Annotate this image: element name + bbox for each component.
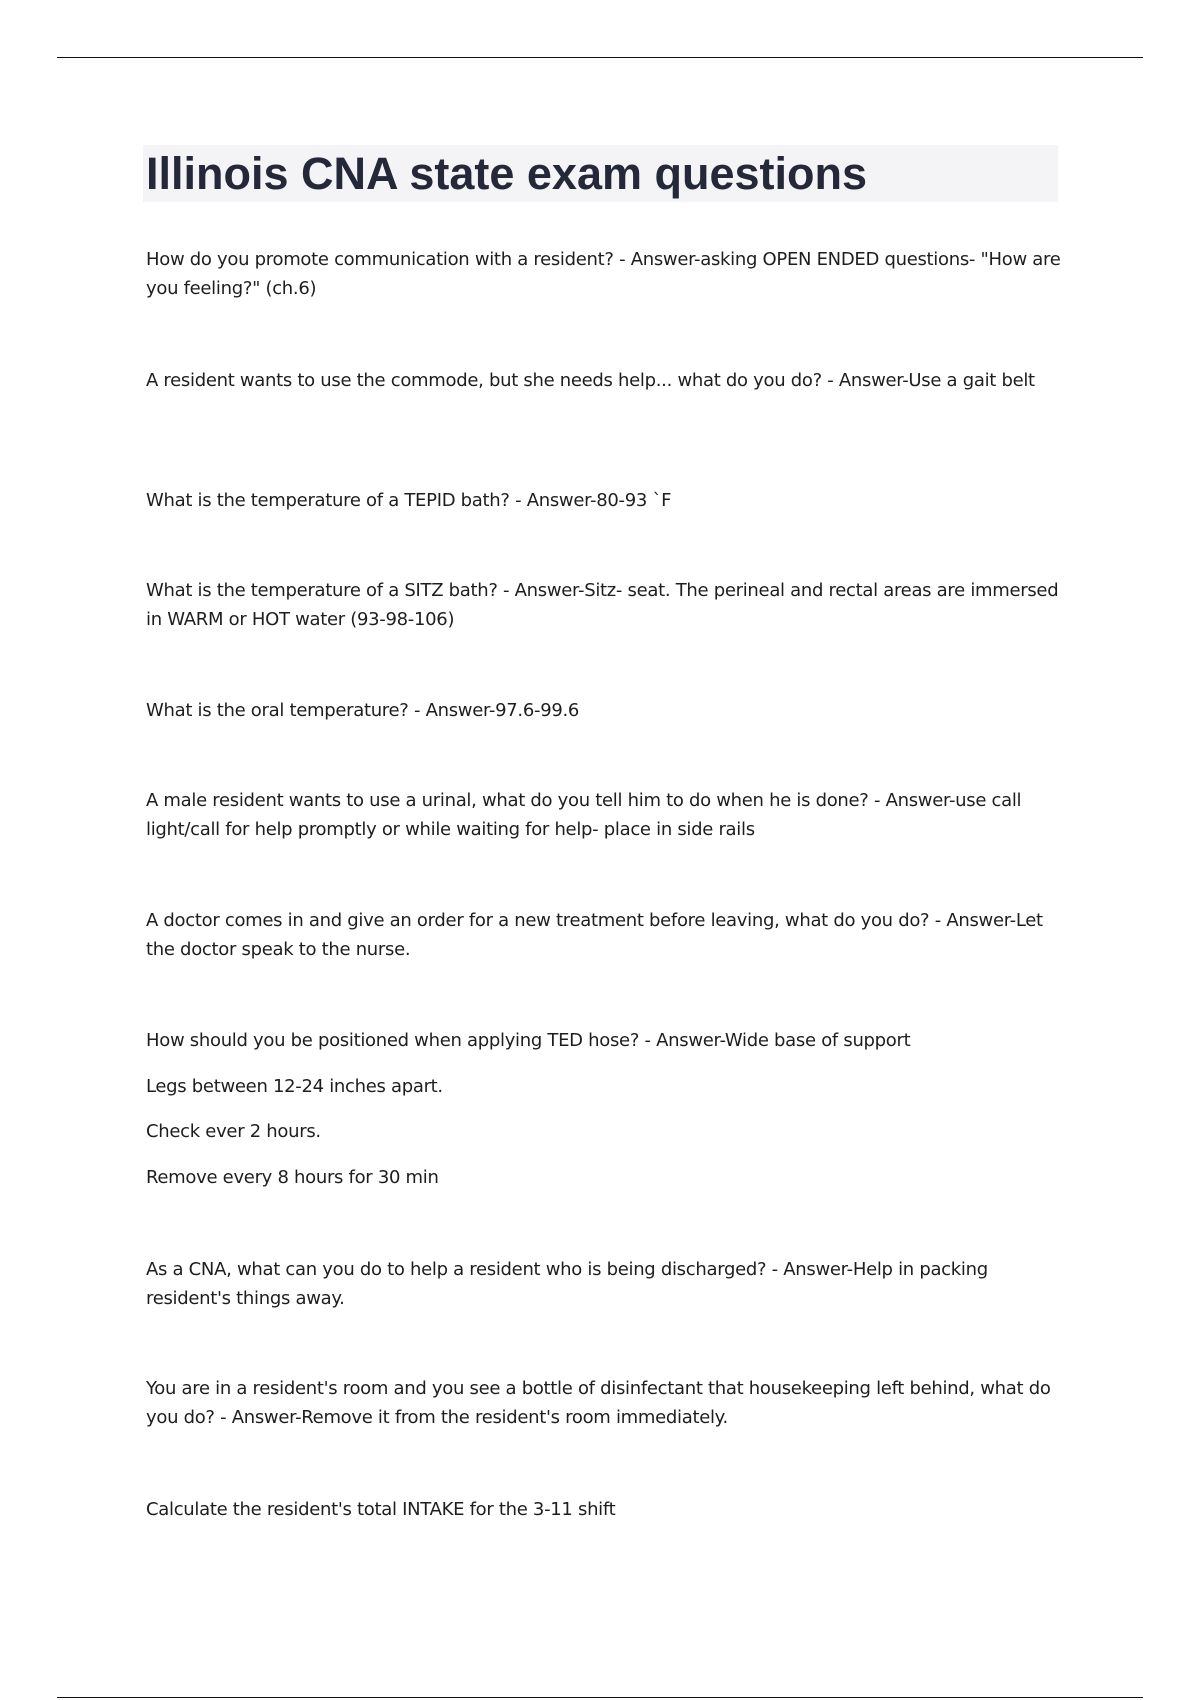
qa-paragraph: What is the temperature of a SITZ bath? - Answer-Sitz- seat. The perineal and rectal areas are immersed in WARM or HOT water (93-98-106) xyxy=(146,580,1059,630)
page-bottom-rule xyxy=(57,1697,1143,1698)
qa-paragraph: Legs between 12-24 inches apart. xyxy=(146,1076,443,1097)
qa-paragraph: A resident wants to use the commode, but she needs help... what do you do? - Answer-Use a gait belt xyxy=(146,370,1035,391)
qa-paragraph: A male resident wants to use a urinal, what do you tell him to do when he is done? - Answer-use call light/call for help promptly or while waiting for help- place in side rails xyxy=(146,790,1022,840)
qa-paragraph: How do you promote communication with a resident? - Answer-asking OPEN ENDED questions- "How are you feeling?" (ch.6) xyxy=(146,249,1061,299)
qa-paragraph: Check ever 2 hours. xyxy=(146,1121,321,1142)
page-top-rule xyxy=(57,57,1143,58)
qa-paragraph: What is the temperature of a TEPID bath? - Answer-80-93 `F xyxy=(146,490,672,511)
qa-paragraph: As a CNA, what can you do to help a resident who is being discharged? - Answer-Help in packing resident's things away. xyxy=(146,1259,988,1309)
qa-paragraph: How should you be positioned when applying TED hose? - Answer-Wide base of support xyxy=(146,1030,911,1051)
qa-paragraph: You are in a resident's room and you see a bottle of disinfectant that housekeeping left behind, what do you do? - Answer-Remove it from the resident's room immediately. xyxy=(146,1378,1051,1428)
qa-paragraph: Calculate the resident's total INTAKE for the 3-11 shift xyxy=(146,1499,616,1520)
qa-paragraph: What is the oral temperature? - Answer-97.6-99.6 xyxy=(146,700,580,721)
document-title: Illinois CNA state exam questions xyxy=(146,148,868,199)
qa-paragraph: A doctor comes in and give an order for a new treatment before leaving, what do you do? - Answer-Let the doctor speak to the nurse. xyxy=(146,910,1043,960)
qa-paragraph: Remove every 8 hours for 30 min xyxy=(146,1167,439,1188)
